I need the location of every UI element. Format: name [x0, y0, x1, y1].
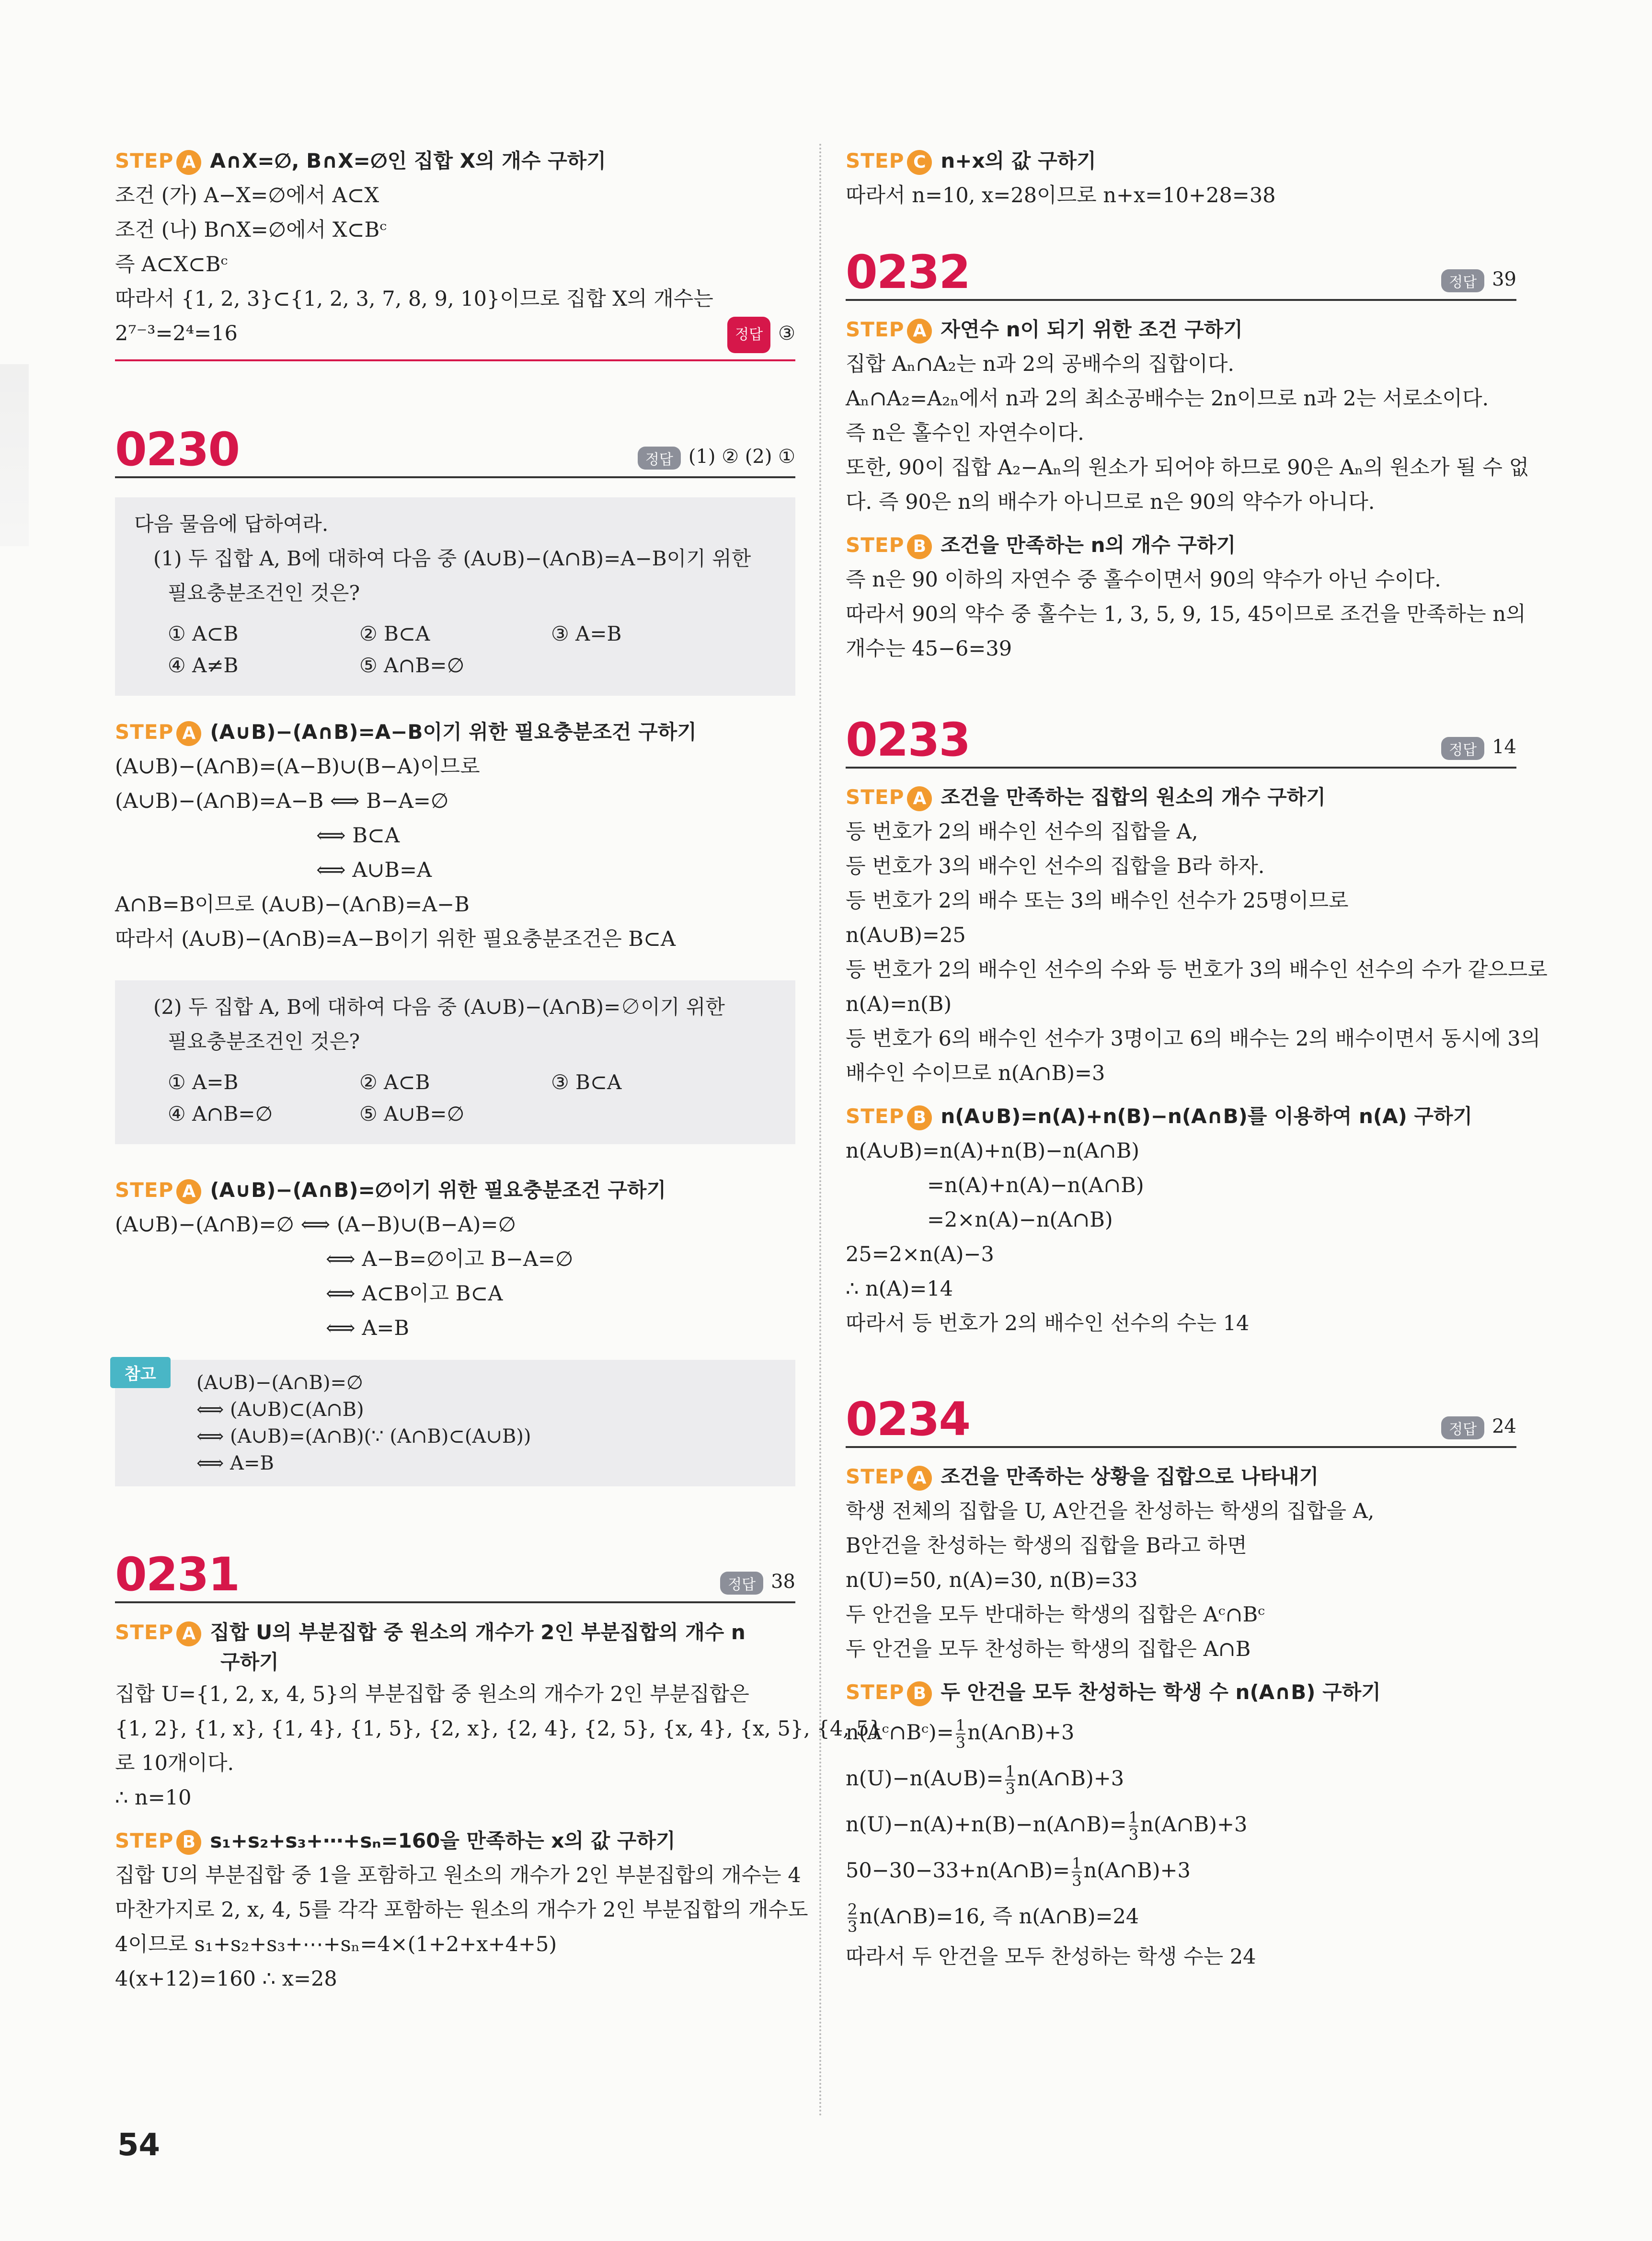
fraction: $\frac{1}{3}$	[1005, 1762, 1015, 1798]
answer-mark: 정답 39	[1441, 268, 1516, 292]
solution-line: 집합 U의 부분집합 중 1을 포함하고 원소의 개수가 2인 부분집합의 개수는 4	[115, 1863, 801, 1887]
solution-line: =2×n(A)−n(A∩B)	[927, 1208, 1113, 1232]
fraction: $\frac{1}{3}$	[1072, 1854, 1082, 1890]
problem-header-0230	[115, 424, 795, 478]
solution-line: A∩B=B이므로 (A∪B)−(A∩B)=A−B	[115, 893, 470, 917]
question-intro: 다음 물음에 답하여라.	[134, 512, 329, 536]
solution-line: 배수인 수이므로 n(A∩B)=3	[846, 1061, 1105, 1085]
solution-line: ⟺ A⊂B이고 B⊂A	[326, 1282, 503, 1306]
problem-number: 0234	[846, 1392, 970, 1446]
solution-line: n(A∪B)=n(A)+n(B)−n(A∩B)	[846, 1139, 1140, 1163]
question-text: 필요충분조건인 것은?	[168, 581, 360, 605]
question-box-2	[115, 980, 795, 1144]
note-line: ⟺ A=B	[196, 1452, 274, 1474]
question-text: (1) 두 집합 A, B에 대하여 다음 중 (A∪B)−(A∩B)=A−B이기 위한	[153, 547, 751, 570]
solution-line: 마찬가지로 2, x, 4, 5를 각각 포함하는 원소의 개수가 2인 부분집합의 개수도	[115, 1898, 808, 1922]
solution-line: 조건 (가) A−X=∅에서 A⊂X	[115, 184, 379, 207]
solution-line: 다. 즉 90은 n의 배수가 아니므로 n은 90의 약수가 아니다.	[846, 490, 1375, 514]
solution-line: 즉 n은 홀수인 자연수이다.	[846, 421, 1084, 445]
solution-line: 즉 A⊂X⊂Bᶜ	[115, 253, 228, 276]
solution-line: 등 번호가 2의 배수인 선수의 수와 등 번호가 3의 배수인 선수의 수가 같으므로	[846, 958, 1548, 982]
solution-line: 4(x+12)=160 ∴ x=28	[115, 1967, 337, 1991]
solution-line: 따라서 n=10, x=28이므로 n+x=10+28=38	[846, 184, 1276, 207]
solution-line: {1, 2}, {1, x}, {1, 4}, {1, 5}, {2, x}, {2, 4}, {2, 5}, {x, 4}, {x, 5}, {4, 5}	[115, 1717, 883, 1741]
page-number: 54	[117, 2127, 161, 2163]
solution-line: 등 번호가 3의 배수인 선수의 집합을 B라 하자.	[846, 854, 1265, 878]
choice: ⑤ A∪B=∅	[359, 1102, 465, 1126]
solution-line: ∴ n(A)=14	[846, 1277, 953, 1301]
solution-line: 등 번호가 2의 배수 또는 3의 배수인 선수가 25명이므로	[846, 889, 1349, 913]
answer-mark: 정답 ③	[727, 316, 795, 353]
right-column	[846, 129, 1548, 1974]
choice: ③ A=B	[551, 622, 622, 645]
problem-number: 0232	[846, 245, 970, 299]
question-text: (2) 두 집합 A, B에 대하여 다음 중 (A∪B)−(A∩B)=∅이기 위한	[153, 995, 725, 1019]
problem-number: 0230	[115, 423, 240, 476]
choice-list	[134, 618, 776, 681]
solution-line: 따라서 90의 약수 중 홀수는 1, 3, 5, 9, 15, 45이므로 조건을 만족하는 n의	[846, 602, 1526, 626]
solution-line: 등 번호가 2의 배수인 선수의 집합을 A,	[846, 820, 1198, 844]
problem-number: 0233	[846, 713, 970, 767]
step-a-header: STEP A A∩X=∅, B∩X=∅인 집합 X의 개수 구하기	[115, 144, 795, 178]
fraction: $\frac{2}{3}$	[848, 1900, 858, 1936]
solution-line: B안건을 찬성하는 학생의 집합을 B라고 하면	[846, 1534, 1247, 1558]
solution-line: n(A)=n(B)	[846, 992, 952, 1016]
equation-line: n(U)−n(A∪B)= $\frac{1}{3}$ n(A∩B)+3	[846, 1762, 1124, 1798]
step-b-header: STEP B n(A∪B)=n(A)+n(B)−n(A∩B)를 이용하여 n(A) 구하기	[846, 1099, 1516, 1134]
step-a-header: STEP A 집합 U의 부분집합 중 원소의 개수가 2인 부분집합의 개수 n	[115, 1618, 795, 1647]
equation-line: n(Aᶜ∩Bᶜ)= $\frac{1}{3}$ n(A∩B)+3	[846, 1716, 1075, 1752]
solution-line: ⟺ A−B=∅이고 B−A=∅	[326, 1247, 574, 1271]
equation-line: 50−30−33+n(A∩B)= $\frac{1}{3}$ n(A∩B)+3	[846, 1854, 1191, 1890]
answer-mark: 정답 (1) ② (2) ①	[638, 446, 795, 470]
choice: ③ B⊂A	[551, 1070, 622, 1094]
solution-line: 4이므로 s₁+s₂+s₃+⋯+sₙ=4×(1+2+x+4+5)	[115, 1932, 557, 1956]
choice: ④ A≠B	[168, 654, 239, 677]
step-b-header: STEP B 두 안건을 모두 찬성하는 학생 수 n(A∩B) 구하기	[846, 1675, 1516, 1710]
column-divider	[819, 144, 821, 2118]
solution-line: ⟺ A=B	[326, 1316, 409, 1340]
solution-line: Aₙ∩A₂=A₂ₙ에서 n과 2의 최소공배수는 2n이므로 n과 2는 서로소이다.	[846, 387, 1489, 411]
solution-line: 로 10개이다.	[115, 1751, 234, 1775]
solution-line: 또한, 90이 집합 A₂−Aₙ의 원소가 되어야 하므로 90은 Aₙ의 원소가 될 수 없	[846, 456, 1529, 480]
choice: ① A=B	[168, 1070, 239, 1094]
question-box-1	[115, 497, 795, 696]
solution-line: 두 안건을 모두 반대하는 학생의 집합은 Aᶜ∩Bᶜ	[846, 1603, 1265, 1627]
solution-line: ∴ n=10	[115, 1786, 192, 1810]
solution-line: =n(A)+n(A)−n(A∩B)	[927, 1173, 1144, 1197]
solution-line: 두 안건을 모두 찬성하는 학생의 집합은 A∩B	[846, 1637, 1251, 1661]
solution-line: 즉 n은 90 이하의 자연수 중 홀수이면서 90의 약수가 아닌 수이다.	[846, 568, 1441, 592]
note-line: ⟺ (A∪B)⊂(A∩B)	[196, 1399, 364, 1421]
step-b-header: STEP B s₁+s₂+s₃+⋯+sₙ=160을 만족하는 x의 값 구하기	[115, 1824, 795, 1858]
fraction: $\frac{1}{3}$	[955, 1716, 966, 1752]
choice-list	[134, 1067, 776, 1130]
choice: ⑤ A∩B=∅	[359, 654, 465, 677]
equation-line: n(U)−n(A)+n(B)−n(A∩B)= $\frac{1}{3}$ n(A∩B)+3	[846, 1808, 1248, 1844]
choice: ② B⊂A	[359, 622, 430, 645]
solution-line: ⟺ A∪B=A	[316, 858, 432, 882]
answer-mark: 정답 24	[1441, 1415, 1516, 1439]
answer-mark: 정답 14	[1441, 736, 1516, 760]
solution-line: 학생 전체의 집합을 U, A안건을 찬성하는 학생의 집합을 A,	[846, 1499, 1375, 1523]
section-rule	[115, 359, 795, 361]
step-a-header: STEP A (A∪B)−(A∩B)=A−B이기 위한 필요충분조건 구하기	[115, 715, 795, 749]
solution-line: 집합 U={1, 2, x, 4, 5}의 부분집합 중 원소의 개수가 2인 부분집합은	[115, 1682, 749, 1706]
solution-line: 따라서 (A∪B)−(A∩B)=A−B이기 위한 필요충분조건은 B⊂A	[115, 927, 676, 951]
step-a-header-cont: 구하기	[220, 1650, 279, 1674]
problem-number: 0231	[115, 1548, 240, 1601]
solution-line: 집합 Aₙ∩A₂는 n과 2의 공배수의 집합이다.	[846, 352, 1235, 376]
page-edge-tab	[0, 364, 29, 546]
solution-line: ⟺ B⊂A	[316, 824, 400, 848]
step-a-header: STEP A 조건을 만족하는 상황을 집합으로 나타내기	[846, 1460, 1516, 1494]
solution-line: 조건 (나) B∩X=∅에서 X⊂Bᶜ	[115, 218, 387, 242]
step-a-header: STEP A 조건을 만족하는 집합의 원소의 개수 구하기	[846, 780, 1516, 815]
solution-line: 2⁷⁻³=2⁴=16 정답 ③	[115, 316, 795, 351]
reference-note	[115, 1360, 795, 1486]
problem-header-0231	[115, 1549, 795, 1603]
problem-header-0233	[846, 714, 1516, 769]
fraction: $\frac{1}{3}$	[1128, 1808, 1139, 1844]
solution-line: 25=2×n(A)−3	[846, 1242, 994, 1266]
note-line: (A∪B)−(A∩B)=∅	[196, 1372, 363, 1394]
choice: ② A⊂B	[359, 1070, 430, 1094]
solution-line: 따라서 {1, 2, 3}⊂{1, 2, 3, 7, 8, 9, 10}이므로 집합 X의 개수는	[115, 287, 713, 311]
solution-line: n(U)=50, n(A)=30, n(B)=33	[846, 1568, 1138, 1592]
solution-line: n(A∪B)=25	[846, 923, 966, 947]
choice: ① A⊂B	[168, 622, 239, 645]
step-b-header: STEP B 조건을 만족하는 n의 개수 구하기	[846, 528, 1516, 563]
answer-mark: 정답 38	[720, 1571, 795, 1595]
solution-line: 개수는 45−6=39	[846, 637, 1012, 661]
solution-line: 따라서 두 안건을 모두 찬성하는 학생 수는 24	[846, 1945, 1256, 1969]
step-a-header: STEP A 자연수 n이 되기 위한 조건 구하기	[846, 312, 1516, 347]
note-line: ⟺ (A∪B)=(A∩B)(∵ (A∩B)⊂(A∪B))	[196, 1425, 531, 1448]
equation-line: $\frac{2}{3}$ n(A∩B)=16, 즉 n(A∩B)=24	[848, 1900, 1139, 1936]
step-a-header: STEP A (A∪B)−(A∩B)=∅이기 위한 필요충분조건 구하기	[115, 1173, 795, 1207]
solution-line: (A∪B)−(A∩B)=∅ ⟺ (A−B)∪(B−A)=∅	[115, 1213, 516, 1237]
solution-line: (A∪B)−(A∩B)=(A−B)∪(B−A)이므로	[115, 755, 480, 779]
step-c-header: STEP C n+x의 값 구하기	[846, 144, 1516, 178]
choice: ④ A∩B=∅	[168, 1102, 273, 1126]
solution-line: 등 번호가 6의 배수인 선수가 3명이고 6의 배수는 2의 배수이면서 동시에 3의	[846, 1027, 1541, 1051]
solution-line: 따라서 등 번호가 2의 배수인 선수의 수는 14	[846, 1311, 1250, 1335]
question-text: 필요충분조건인 것은?	[168, 1030, 360, 1053]
solution-line: (A∪B)−(A∩B)=A−B ⟺ B−A=∅	[115, 789, 449, 813]
note-tag: 참고	[110, 1357, 171, 1388]
problem-header-0234	[846, 1393, 1516, 1448]
problem-header-0232	[846, 246, 1516, 301]
